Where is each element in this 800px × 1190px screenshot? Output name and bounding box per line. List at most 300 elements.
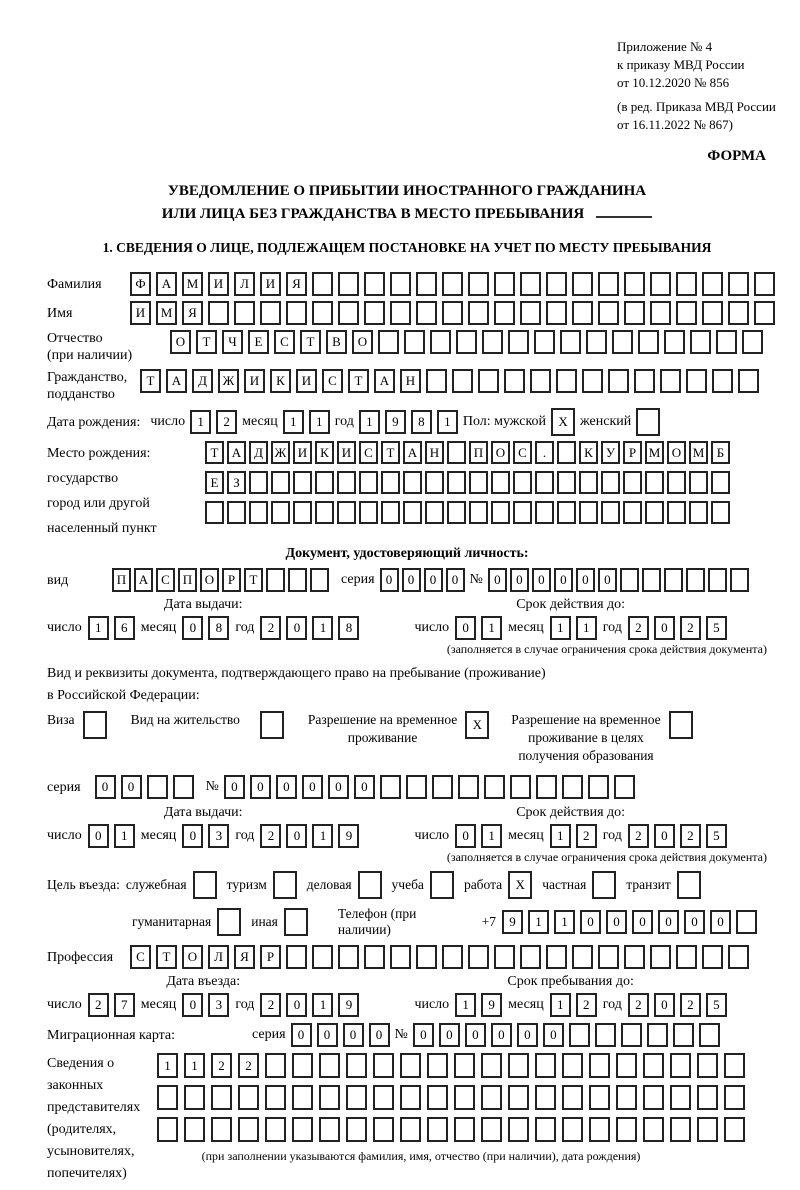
- profession-cell[interactable]: С: [130, 945, 151, 969]
- surname-cell[interactable]: [312, 272, 333, 296]
- phone-digit-cell[interactable]: 0: [710, 910, 731, 934]
- document-number-cell[interactable]: [730, 568, 749, 592]
- name-cell[interactable]: [754, 301, 775, 325]
- surname-cell[interactable]: М: [182, 272, 203, 296]
- representatives-cell[interactable]: [481, 1053, 502, 1078]
- surname-cell[interactable]: [676, 272, 697, 296]
- mk-number-cell[interactable]: [621, 1023, 642, 1047]
- purpose-private-cell[interactable]: [592, 871, 616, 899]
- mk-number-cell[interactable]: [673, 1023, 694, 1047]
- stay-year-cell[interactable]: 0: [654, 993, 675, 1017]
- citizenship-cell[interactable]: [634, 369, 655, 393]
- permit-number-cell[interactable]: [510, 775, 531, 799]
- birthplace-cell[interactable]: [293, 471, 312, 494]
- document-number-cell[interactable]: [708, 568, 727, 592]
- mk-number-cell[interactable]: 0: [465, 1023, 486, 1047]
- representatives-cell[interactable]: [157, 1117, 178, 1142]
- representatives-cell[interactable]: [454, 1085, 475, 1110]
- surname-cell[interactable]: [494, 272, 515, 296]
- name-cell[interactable]: [520, 301, 541, 325]
- patronymic-cell[interactable]: [690, 330, 711, 354]
- profession-cell[interactable]: Т: [156, 945, 177, 969]
- birthplace-cell[interactable]: Т: [381, 441, 400, 464]
- stay-day-cell[interactable]: 9: [481, 993, 502, 1017]
- surname-cell[interactable]: И: [208, 272, 229, 296]
- birthplace-cell[interactable]: [667, 501, 686, 524]
- birth-day-cell[interactable]: 1: [190, 410, 211, 434]
- representatives-cell[interactable]: [670, 1117, 691, 1142]
- doc-valid-year-cell[interactable]: 2: [680, 616, 701, 640]
- mk-number-cell[interactable]: 0: [517, 1023, 538, 1047]
- patronymic-cell[interactable]: [378, 330, 399, 354]
- profession-cell[interactable]: Л: [208, 945, 229, 969]
- name-cell[interactable]: [546, 301, 567, 325]
- name-cell[interactable]: [286, 301, 307, 325]
- birthplace-cell[interactable]: [601, 501, 620, 524]
- name-cell[interactable]: [494, 301, 515, 325]
- representatives-cell[interactable]: [400, 1117, 421, 1142]
- birthplace-cell[interactable]: З: [227, 471, 246, 494]
- birthplace-cell[interactable]: И: [337, 441, 356, 464]
- patronymic-cell[interactable]: [534, 330, 555, 354]
- name-cell[interactable]: [234, 301, 255, 325]
- purpose-transit-cell[interactable]: [677, 871, 701, 899]
- phone-digit-cell[interactable]: 1: [554, 910, 575, 934]
- document-kind-cell[interactable]: С: [156, 568, 175, 592]
- surname-cell[interactable]: [572, 272, 593, 296]
- representatives-cell[interactable]: [643, 1117, 664, 1142]
- permit-valid-day-cell[interactable]: 1: [481, 824, 502, 848]
- birthplace-cell[interactable]: [535, 501, 554, 524]
- mk-number-cell[interactable]: 0: [543, 1023, 564, 1047]
- profession-cell[interactable]: [650, 945, 671, 969]
- birthplace-cell[interactable]: [623, 501, 642, 524]
- profession-cell[interactable]: [728, 945, 749, 969]
- permit-number-cell[interactable]: [536, 775, 557, 799]
- permit-issue-month-cell[interactable]: 0: [182, 824, 203, 848]
- phone-digit-cell[interactable]: 1: [528, 910, 549, 934]
- birthplace-cell[interactable]: [689, 501, 708, 524]
- birthplace-cell[interactable]: .: [535, 441, 554, 464]
- stay-month-cell[interactable]: 1: [550, 993, 571, 1017]
- birthplace-cell[interactable]: [469, 501, 488, 524]
- temp-residence-edu-checkbox-cell[interactable]: [669, 711, 693, 739]
- doc-valid-year-cell[interactable]: 2: [628, 616, 649, 640]
- surname-cell[interactable]: Я: [286, 272, 307, 296]
- representatives-cell[interactable]: [184, 1117, 205, 1142]
- birthplace-cell[interactable]: [623, 471, 642, 494]
- birthplace-cell[interactable]: [271, 471, 290, 494]
- permit-number-cell[interactable]: 0: [354, 775, 375, 799]
- profession-cell[interactable]: [572, 945, 593, 969]
- permit-series-cell[interactable]: 0: [121, 775, 142, 799]
- representatives-cell[interactable]: [292, 1085, 313, 1110]
- document-number-cell[interactable]: 0: [554, 568, 573, 592]
- entry-year-cell[interactable]: 1: [312, 993, 333, 1017]
- citizenship-cell[interactable]: С: [322, 369, 343, 393]
- representatives-cell[interactable]: [697, 1053, 718, 1078]
- representatives-cell[interactable]: [265, 1085, 286, 1110]
- surname-cell[interactable]: [338, 272, 359, 296]
- surname-cell[interactable]: И: [260, 272, 281, 296]
- patronymic-cell[interactable]: [612, 330, 633, 354]
- surname-cell[interactable]: А: [156, 272, 177, 296]
- citizenship-cell[interactable]: Т: [348, 369, 369, 393]
- document-series-cell[interactable]: 0: [402, 568, 421, 592]
- mk-number-cell[interactable]: [595, 1023, 616, 1047]
- doc-issue-year-cell[interactable]: 1: [312, 616, 333, 640]
- name-cell[interactable]: [624, 301, 645, 325]
- document-number-cell[interactable]: 0: [532, 568, 551, 592]
- surname-cell[interactable]: [728, 272, 749, 296]
- mk-number-cell[interactable]: [569, 1023, 590, 1047]
- patronymic-cell[interactable]: В: [326, 330, 347, 354]
- document-kind-cell[interactable]: О: [200, 568, 219, 592]
- birth-month-cell[interactable]: 1: [283, 410, 304, 434]
- profession-cell[interactable]: [468, 945, 489, 969]
- citizenship-cell[interactable]: [738, 369, 759, 393]
- birthplace-cell[interactable]: Н: [425, 441, 444, 464]
- surname-cell[interactable]: [468, 272, 489, 296]
- birthplace-cell[interactable]: П: [469, 441, 488, 464]
- representatives-cell[interactable]: [535, 1053, 556, 1078]
- surname-cell[interactable]: [390, 272, 411, 296]
- birthplace-cell[interactable]: [227, 501, 246, 524]
- doc-issue-year-cell[interactable]: 2: [260, 616, 281, 640]
- representatives-cell[interactable]: [616, 1053, 637, 1078]
- permit-number-cell[interactable]: [432, 775, 453, 799]
- birthplace-cell[interactable]: [293, 501, 312, 524]
- representatives-cell[interactable]: [265, 1053, 286, 1078]
- visa-checkbox-cell[interactable]: [83, 711, 107, 739]
- representatives-cell[interactable]: [481, 1117, 502, 1142]
- birthplace-cell[interactable]: [425, 471, 444, 494]
- residence-permit-checkbox-cell[interactable]: [260, 711, 284, 739]
- patronymic-cell[interactable]: [664, 330, 685, 354]
- birthplace-cell[interactable]: [271, 501, 290, 524]
- permit-issue-year-cell[interactable]: 9: [338, 824, 359, 848]
- patronymic-cell[interactable]: Ч: [222, 330, 243, 354]
- birthplace-cell[interactable]: [557, 501, 576, 524]
- entry-year-cell[interactable]: 2: [260, 993, 281, 1017]
- birthplace-cell[interactable]: У: [601, 441, 620, 464]
- patronymic-cell[interactable]: [716, 330, 737, 354]
- patronymic-cell[interactable]: С: [274, 330, 295, 354]
- permit-number-cell[interactable]: [380, 775, 401, 799]
- permit-valid-month-cell[interactable]: 1: [550, 824, 571, 848]
- permit-number-cell[interactable]: [588, 775, 609, 799]
- birthplace-cell[interactable]: О: [491, 441, 510, 464]
- phone-digit-cell[interactable]: 0: [658, 910, 679, 934]
- patronymic-cell[interactable]: [638, 330, 659, 354]
- birthplace-cell[interactable]: [315, 501, 334, 524]
- representatives-cell[interactable]: [724, 1053, 745, 1078]
- purpose-work-cell[interactable]: X: [508, 871, 532, 899]
- profession-cell[interactable]: [494, 945, 515, 969]
- birthplace-cell[interactable]: Т: [205, 441, 224, 464]
- birthplace-cell[interactable]: [359, 501, 378, 524]
- representatives-cell[interactable]: [184, 1085, 205, 1110]
- birthplace-cell[interactable]: Е: [205, 471, 224, 494]
- birthplace-cell[interactable]: [579, 501, 598, 524]
- doc-valid-year-cell[interactable]: 0: [654, 616, 675, 640]
- representatives-cell[interactable]: [670, 1053, 691, 1078]
- document-kind-cell[interactable]: П: [112, 568, 131, 592]
- mk-number-cell[interactable]: [647, 1023, 668, 1047]
- name-cell[interactable]: [572, 301, 593, 325]
- phone-digit-cell[interactable]: 0: [580, 910, 601, 934]
- surname-cell[interactable]: [416, 272, 437, 296]
- stay-year-cell[interactable]: 5: [706, 993, 727, 1017]
- stay-year-cell[interactable]: 2: [628, 993, 649, 1017]
- birthplace-cell[interactable]: [513, 501, 532, 524]
- patronymic-cell[interactable]: [742, 330, 763, 354]
- representatives-cell[interactable]: [238, 1085, 259, 1110]
- surname-cell[interactable]: [650, 272, 671, 296]
- name-cell[interactable]: [676, 301, 697, 325]
- doc-valid-month-cell[interactable]: 1: [550, 616, 571, 640]
- profession-cell[interactable]: [676, 945, 697, 969]
- birthplace-cell[interactable]: О: [667, 441, 686, 464]
- surname-cell[interactable]: [598, 272, 619, 296]
- citizenship-cell[interactable]: [712, 369, 733, 393]
- representatives-cell[interactable]: [643, 1085, 664, 1110]
- representatives-cell[interactable]: [211, 1117, 232, 1142]
- representatives-cell[interactable]: [373, 1117, 394, 1142]
- birthplace-cell[interactable]: Б: [711, 441, 730, 464]
- representatives-cell[interactable]: 2: [238, 1053, 259, 1078]
- representatives-cell[interactable]: [616, 1085, 637, 1110]
- profession-cell[interactable]: [312, 945, 333, 969]
- document-kind-cell[interactable]: П: [178, 568, 197, 592]
- permit-number-cell[interactable]: [484, 775, 505, 799]
- representatives-cell[interactable]: [562, 1085, 583, 1110]
- doc-issue-year-cell[interactable]: 0: [286, 616, 307, 640]
- birthplace-cell[interactable]: [491, 501, 510, 524]
- name-cell[interactable]: [416, 301, 437, 325]
- permit-valid-year-cell[interactable]: 5: [706, 824, 727, 848]
- patronymic-cell[interactable]: [508, 330, 529, 354]
- birthplace-cell[interactable]: М: [645, 441, 664, 464]
- birthplace-cell[interactable]: [249, 501, 268, 524]
- phone-digit-cell[interactable]: [736, 910, 757, 934]
- representatives-cell[interactable]: 2: [211, 1053, 232, 1078]
- citizenship-cell[interactable]: А: [374, 369, 395, 393]
- representatives-cell[interactable]: [697, 1117, 718, 1142]
- birthplace-cell[interactable]: [403, 471, 422, 494]
- birthplace-cell[interactable]: С: [513, 441, 532, 464]
- representatives-cell[interactable]: [427, 1117, 448, 1142]
- permit-issue-month-cell[interactable]: 3: [208, 824, 229, 848]
- representatives-cell[interactable]: [562, 1117, 583, 1142]
- representatives-cell[interactable]: [400, 1085, 421, 1110]
- surname-cell[interactable]: [442, 272, 463, 296]
- citizenship-cell[interactable]: [478, 369, 499, 393]
- patronymic-cell[interactable]: Т: [300, 330, 321, 354]
- representatives-cell[interactable]: [616, 1117, 637, 1142]
- entry-month-cell[interactable]: 3: [208, 993, 229, 1017]
- profession-cell[interactable]: [702, 945, 723, 969]
- citizenship-cell[interactable]: И: [244, 369, 265, 393]
- profession-cell[interactable]: [390, 945, 411, 969]
- patronymic-cell[interactable]: [404, 330, 425, 354]
- permit-valid-day-cell[interactable]: 0: [455, 824, 476, 848]
- representatives-cell[interactable]: [562, 1053, 583, 1078]
- mk-series-cell[interactable]: 0: [291, 1023, 312, 1047]
- mk-series-cell[interactable]: 0: [343, 1023, 364, 1047]
- representatives-cell[interactable]: [508, 1085, 529, 1110]
- permit-number-cell[interactable]: 0: [328, 775, 349, 799]
- birthplace-cell[interactable]: [667, 471, 686, 494]
- sex-male-cell[interactable]: X: [551, 408, 575, 436]
- patronymic-cell[interactable]: Е: [248, 330, 269, 354]
- citizenship-cell[interactable]: И: [296, 369, 317, 393]
- document-kind-cell[interactable]: А: [134, 568, 153, 592]
- permit-number-cell[interactable]: [406, 775, 427, 799]
- surname-cell[interactable]: [520, 272, 541, 296]
- representatives-cell[interactable]: [157, 1085, 178, 1110]
- document-number-cell[interactable]: [664, 568, 683, 592]
- surname-cell[interactable]: [546, 272, 567, 296]
- name-cell[interactable]: [312, 301, 333, 325]
- representatives-cell[interactable]: [319, 1053, 340, 1078]
- doc-valid-year-cell[interactable]: 5: [706, 616, 727, 640]
- mk-number-cell[interactable]: 0: [413, 1023, 434, 1047]
- document-number-cell[interactable]: 0: [598, 568, 617, 592]
- entry-year-cell[interactable]: 0: [286, 993, 307, 1017]
- citizenship-cell[interactable]: [686, 369, 707, 393]
- mk-number-cell[interactable]: [699, 1023, 720, 1047]
- permit-valid-year-cell[interactable]: 0: [654, 824, 675, 848]
- representatives-cell[interactable]: [211, 1085, 232, 1110]
- profession-cell[interactable]: [364, 945, 385, 969]
- birthplace-cell[interactable]: С: [359, 441, 378, 464]
- permit-issue-day-cell[interactable]: 1: [114, 824, 135, 848]
- citizenship-cell[interactable]: [660, 369, 681, 393]
- name-cell[interactable]: [728, 301, 749, 325]
- representatives-cell[interactable]: [292, 1117, 313, 1142]
- surname-cell[interactable]: Л: [234, 272, 255, 296]
- representatives-cell[interactable]: [589, 1053, 610, 1078]
- permit-number-cell[interactable]: 0: [302, 775, 323, 799]
- doc-issue-year-cell[interactable]: 8: [338, 616, 359, 640]
- permit-valid-year-cell[interactable]: 2: [628, 824, 649, 848]
- entry-year-cell[interactable]: 9: [338, 993, 359, 1017]
- representatives-cell[interactable]: [508, 1053, 529, 1078]
- document-series-cell[interactable]: 0: [424, 568, 443, 592]
- birthplace-cell[interactable]: Ж: [271, 441, 290, 464]
- permit-issue-year-cell[interactable]: 0: [286, 824, 307, 848]
- patronymic-cell[interactable]: [482, 330, 503, 354]
- doc-issue-month-cell[interactable]: 0: [182, 616, 203, 640]
- birthplace-cell[interactable]: Д: [249, 441, 268, 464]
- purpose-study-cell[interactable]: [430, 871, 454, 899]
- birthplace-cell[interactable]: [447, 441, 466, 464]
- patronymic-cell[interactable]: О: [352, 330, 373, 354]
- citizenship-cell[interactable]: [452, 369, 473, 393]
- document-series-cell[interactable]: 0: [446, 568, 465, 592]
- citizenship-cell[interactable]: [426, 369, 447, 393]
- mk-series-cell[interactable]: 0: [369, 1023, 390, 1047]
- patronymic-cell[interactable]: [456, 330, 477, 354]
- mk-series-cell[interactable]: 0: [317, 1023, 338, 1047]
- profession-cell[interactable]: [546, 945, 567, 969]
- doc-valid-day-cell[interactable]: 0: [455, 616, 476, 640]
- sex-female-cell[interactable]: [636, 408, 660, 436]
- citizenship-cell[interactable]: Д: [192, 369, 213, 393]
- permit-number-cell[interactable]: [614, 775, 635, 799]
- representatives-cell[interactable]: [427, 1085, 448, 1110]
- birthplace-cell[interactable]: [359, 471, 378, 494]
- patronymic-cell[interactable]: [586, 330, 607, 354]
- profession-cell[interactable]: [598, 945, 619, 969]
- purpose-other-cell[interactable]: [284, 908, 308, 936]
- citizenship-cell[interactable]: Н: [400, 369, 421, 393]
- representatives-cell[interactable]: [724, 1117, 745, 1142]
- profession-cell[interactable]: [286, 945, 307, 969]
- profession-cell[interactable]: [416, 945, 437, 969]
- document-kind-cell[interactable]: [288, 568, 307, 592]
- purpose-humanitarian-cell[interactable]: [217, 908, 241, 936]
- name-cell[interactable]: [208, 301, 229, 325]
- birthplace-cell[interactable]: [557, 471, 576, 494]
- birthplace-cell[interactable]: [447, 501, 466, 524]
- representatives-cell[interactable]: [346, 1085, 367, 1110]
- surname-cell[interactable]: [364, 272, 385, 296]
- stay-month-cell[interactable]: 2: [576, 993, 597, 1017]
- birthplace-cell[interactable]: [249, 471, 268, 494]
- name-cell[interactable]: Я: [182, 301, 203, 325]
- birthplace-cell[interactable]: А: [227, 441, 246, 464]
- patronymic-cell[interactable]: Т: [196, 330, 217, 354]
- birthplace-cell[interactable]: [337, 501, 356, 524]
- permit-number-cell[interactable]: 0: [250, 775, 271, 799]
- representatives-cell[interactable]: [643, 1053, 664, 1078]
- representatives-cell[interactable]: [427, 1053, 448, 1078]
- birthplace-cell[interactable]: [645, 501, 664, 524]
- surname-cell[interactable]: [702, 272, 723, 296]
- birthplace-cell[interactable]: А: [403, 441, 422, 464]
- name-cell[interactable]: М: [156, 301, 177, 325]
- representatives-cell[interactable]: [454, 1117, 475, 1142]
- representatives-cell[interactable]: [508, 1117, 529, 1142]
- permit-issue-year-cell[interactable]: 2: [260, 824, 281, 848]
- document-kind-cell[interactable]: Р: [222, 568, 241, 592]
- birthplace-cell[interactable]: [557, 441, 576, 464]
- name-cell[interactable]: [364, 301, 385, 325]
- name-cell[interactable]: [260, 301, 281, 325]
- birthplace-cell[interactable]: [711, 471, 730, 494]
- birthplace-cell[interactable]: [601, 471, 620, 494]
- birthplace-cell[interactable]: И: [293, 441, 312, 464]
- representatives-cell[interactable]: [454, 1053, 475, 1078]
- citizenship-cell[interactable]: [582, 369, 603, 393]
- permit-series-cell[interactable]: [147, 775, 168, 799]
- representatives-cell[interactable]: [481, 1085, 502, 1110]
- representatives-cell[interactable]: 1: [157, 1053, 178, 1078]
- stay-day-cell[interactable]: 1: [455, 993, 476, 1017]
- birthplace-cell[interactable]: [513, 471, 532, 494]
- doc-issue-month-cell[interactable]: 8: [208, 616, 229, 640]
- mk-number-cell[interactable]: 0: [439, 1023, 460, 1047]
- citizenship-cell[interactable]: [504, 369, 525, 393]
- patronymic-cell[interactable]: О: [170, 330, 191, 354]
- patronymic-cell[interactable]: [560, 330, 581, 354]
- permit-valid-month-cell[interactable]: 2: [576, 824, 597, 848]
- permit-issue-year-cell[interactable]: 1: [312, 824, 333, 848]
- doc-issue-day-cell[interactable]: 6: [114, 616, 135, 640]
- birthplace-cell[interactable]: [337, 471, 356, 494]
